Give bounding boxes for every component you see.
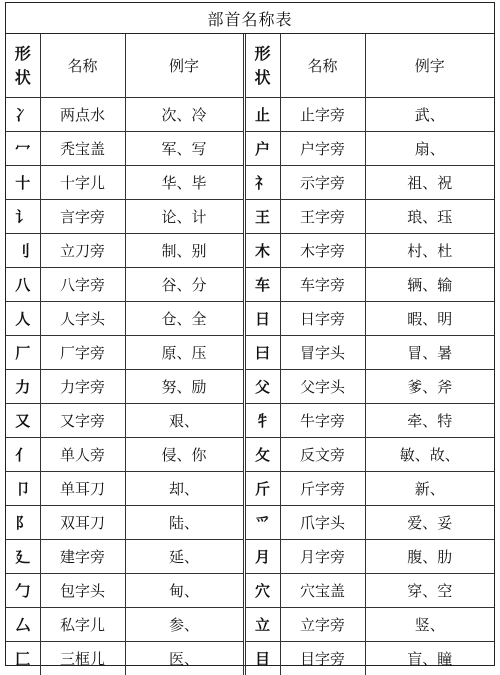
table-title: 部首名称表 [6, 3, 494, 34]
radical-example-right: 祖、祝 [365, 166, 494, 200]
radical-name-right: 冒字头 [280, 336, 365, 370]
table-row [6, 438, 494, 472]
radical-name-table [5, 2, 495, 666]
radical-shape-left: 匚 [6, 642, 40, 675]
radical-example-right: 竖、 [365, 608, 494, 642]
radical-shape-right: 止 [244, 98, 280, 132]
header-row [6, 34, 494, 98]
radical-shape-left: 讠 [6, 200, 40, 234]
radical-example-right: 村、杜 [365, 234, 494, 268]
radical-shape-left: 又 [6, 404, 40, 438]
radical-name-left: 两点水 [40, 98, 125, 132]
radical-name-right: 牛字旁 [280, 404, 365, 438]
radical-example-left: 陆、 [125, 506, 244, 540]
radical-shape-right: 车 [244, 268, 280, 302]
radical-example-right: 盲、瞳 [365, 642, 494, 675]
radical-shape-left: 刂 [6, 234, 40, 268]
radical-shape-left: 厂 [6, 336, 40, 370]
header-name-right: 名称 [280, 34, 365, 98]
radical-shape-right: 爫 [244, 506, 280, 540]
radical-example-right: 敏、故、 [365, 438, 494, 472]
radical-shape-left: 厶 [6, 608, 40, 642]
radical-example-right: 牵、特 [365, 404, 494, 438]
radical-name-left: 私字儿 [40, 608, 125, 642]
radical-example-left: 参、 [125, 608, 244, 642]
radical-example-left: 军、写 [125, 132, 244, 166]
radical-example-left: 延、 [125, 540, 244, 574]
radical-shape-right: 立 [244, 608, 280, 642]
table-row [6, 370, 494, 404]
radical-name-left: 人字头 [40, 302, 125, 336]
radical-name-left: 又字旁 [40, 404, 125, 438]
table-row [6, 166, 494, 200]
radical-example-right: 冒、暑 [365, 336, 494, 370]
radical-name-right: 反文旁 [280, 438, 365, 472]
radical-shape-right: 攵 [244, 438, 280, 472]
radical-example-left: 艰、 [125, 404, 244, 438]
radical-shape-right: 穴 [244, 574, 280, 608]
table-row [6, 98, 494, 132]
radical-name-right: 爪字头 [280, 506, 365, 540]
radical-name-right: 木字旁 [280, 234, 365, 268]
radical-name-right: 月字旁 [280, 540, 365, 574]
radical-example-right: 琅、珏 [365, 200, 494, 234]
radical-shape-right: 木 [244, 234, 280, 268]
radical-example-left: 原、压 [125, 336, 244, 370]
radical-example-left: 华、毕 [125, 166, 244, 200]
radical-name-left: 双耳刀 [40, 506, 125, 540]
radical-name-left: 建字旁 [40, 540, 125, 574]
radical-shape-left: 廴 [6, 540, 40, 574]
radical-shape-right: 王 [244, 200, 280, 234]
table-row [6, 642, 494, 675]
radical-shape-right: 月 [244, 540, 280, 574]
table-row [6, 302, 494, 336]
radical-name-right: 斤字旁 [280, 472, 365, 506]
radical-shape-left: 八 [6, 268, 40, 302]
header-example-right: 例字 [365, 34, 494, 98]
radical-example-right: 爹、斧 [365, 370, 494, 404]
radical-shape-right: 父 [244, 370, 280, 404]
radical-name-left: 言字旁 [40, 200, 125, 234]
radical-shape-left: 力 [6, 370, 40, 404]
radical-example-left: 努、励 [125, 370, 244, 404]
radical-shape-right: 户 [244, 132, 280, 166]
table-row [6, 336, 494, 370]
table-row [6, 540, 494, 574]
radical-name-right: 立字旁 [280, 608, 365, 642]
radical-name-left: 厂字旁 [40, 336, 125, 370]
table-row [6, 574, 494, 608]
radical-name-left: 立刀旁 [40, 234, 125, 268]
radical-shape-right: 礻 [244, 166, 280, 200]
table-row [6, 200, 494, 234]
radical-name-left: 十字儿 [40, 166, 125, 200]
table-row [6, 234, 494, 268]
table-row [6, 132, 494, 166]
radical-shape-left: 人 [6, 302, 40, 336]
radical-example-right: 穿、空 [365, 574, 494, 608]
radical-example-left: 仓、全 [125, 302, 244, 336]
radical-shape-right: 牜 [244, 404, 280, 438]
radical-shape-left: 冖 [6, 132, 40, 166]
radical-shape-left: 阝 [6, 506, 40, 540]
radical-shape-left: 勹 [6, 574, 40, 608]
radical-shape-left: 卩 [6, 472, 40, 506]
radical-shape-right: 目 [244, 642, 280, 675]
radical-grid [6, 34, 494, 675]
radical-example-left: 医、 [125, 642, 244, 675]
radical-name-right: 目字旁 [280, 642, 365, 675]
radical-example-right: 暇、明 [365, 302, 494, 336]
radical-name-left: 单人旁 [40, 438, 125, 472]
radical-shape-right: 斤 [244, 472, 280, 506]
radical-example-left: 次、冷 [125, 98, 244, 132]
radical-example-right: 扇、 [365, 132, 494, 166]
radical-example-left: 却、 [125, 472, 244, 506]
table-row [6, 506, 494, 540]
radical-name-right: 王字旁 [280, 200, 365, 234]
radical-example-left: 制、别 [125, 234, 244, 268]
radical-shape-right: 曰 [244, 336, 280, 370]
header-example-left: 例字 [125, 34, 244, 98]
radical-name-right: 车字旁 [280, 268, 365, 302]
header-shape-left: 形状 [6, 34, 40, 98]
radical-name-left: 力字旁 [40, 370, 125, 404]
radical-shape-left: 亻 [6, 438, 40, 472]
radical-name-right: 示字旁 [280, 166, 365, 200]
radical-example-left: 甸、 [125, 574, 244, 608]
table-row [6, 268, 494, 302]
radical-example-right: 腹、肋 [365, 540, 494, 574]
table-row [6, 608, 494, 642]
table-row [6, 404, 494, 438]
radical-example-right: 新、 [365, 472, 494, 506]
radical-name-right: 止字旁 [280, 98, 365, 132]
radical-shape-left: 冫 [6, 98, 40, 132]
radical-example-right: 辆、输 [365, 268, 494, 302]
radical-name-right: 户字旁 [280, 132, 365, 166]
radical-example-left: 论、计 [125, 200, 244, 234]
table-row [6, 472, 494, 506]
radical-name-right: 日字旁 [280, 302, 365, 336]
radical-example-left: 侵、你 [125, 438, 244, 472]
radical-name-right: 穴宝盖 [280, 574, 365, 608]
radical-name-right: 父字头 [280, 370, 365, 404]
header-shape-right: 形状 [244, 34, 280, 98]
radical-example-right: 武、 [365, 98, 494, 132]
radical-name-left: 单耳刀 [40, 472, 125, 506]
radical-name-left: 三框儿 [40, 642, 125, 675]
radical-example-right: 爱、妥 [365, 506, 494, 540]
header-name-left: 名称 [40, 34, 125, 98]
radical-name-left: 八字旁 [40, 268, 125, 302]
radical-name-left: 秃宝盖 [40, 132, 125, 166]
radical-shape-left: 十 [6, 166, 40, 200]
radical-name-left: 包字头 [40, 574, 125, 608]
radical-example-left: 谷、分 [125, 268, 244, 302]
radical-shape-right: 日 [244, 302, 280, 336]
